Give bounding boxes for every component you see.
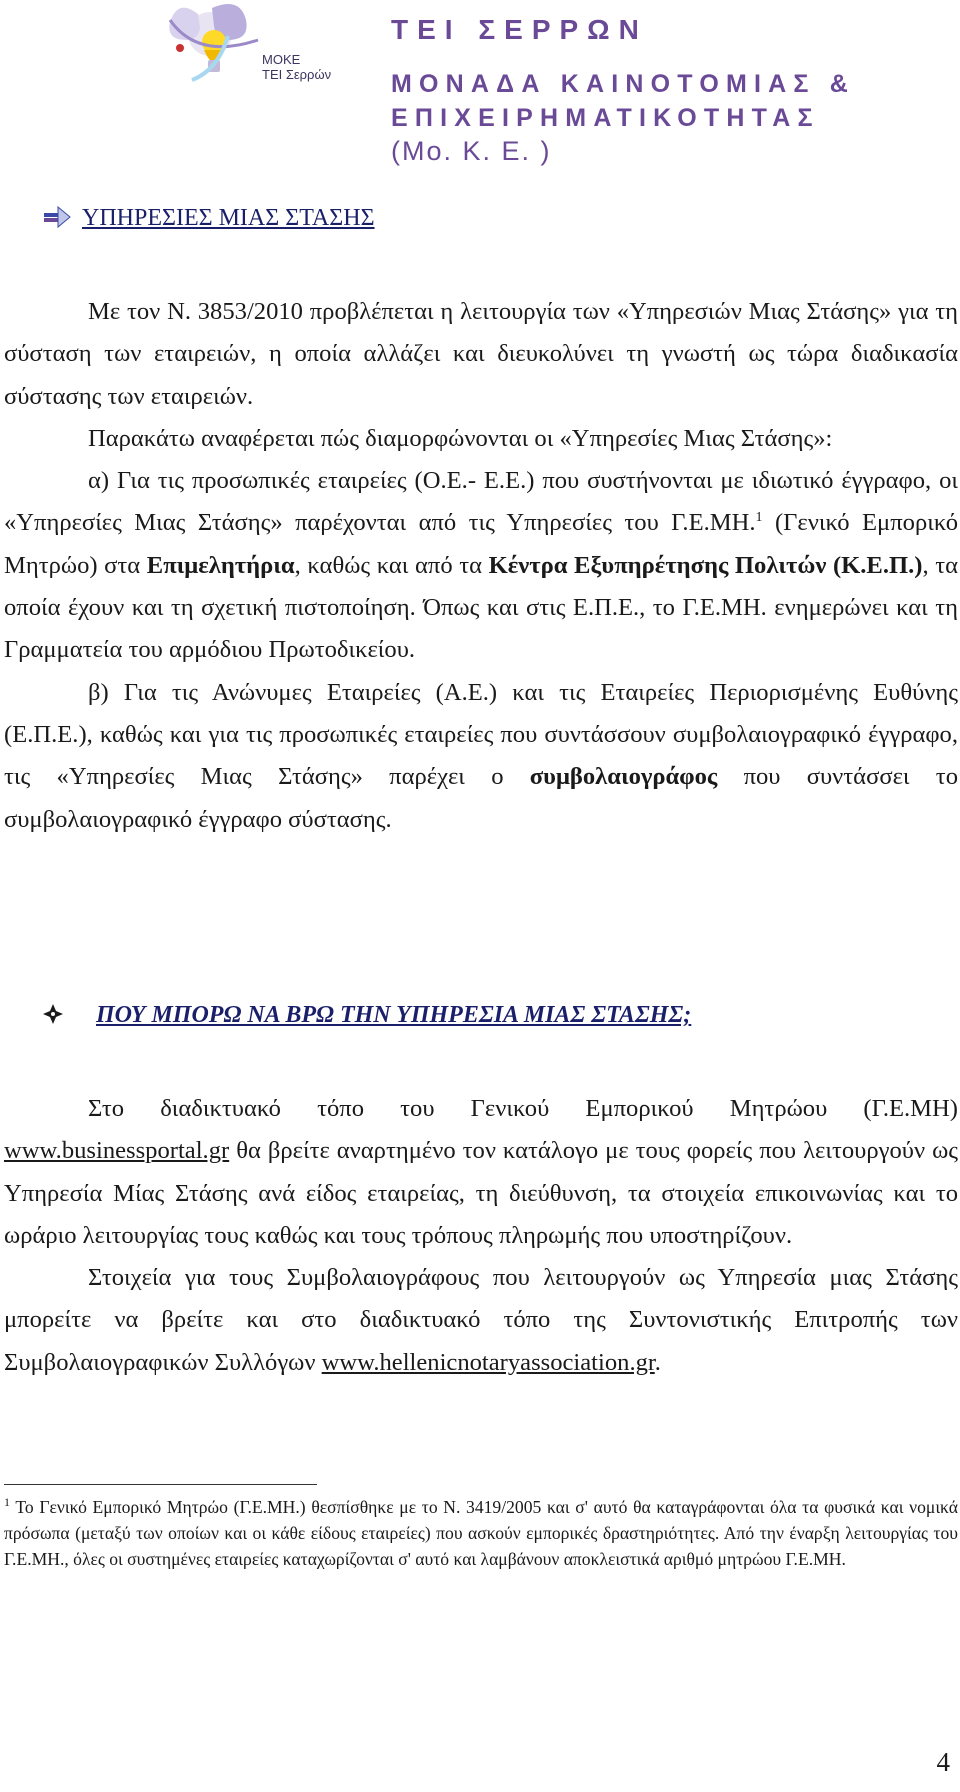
- section2-body: [4, 1088, 958, 1384]
- section2-heading-text: ΠΟΥ ΜΠΟΡΩ ΝΑ ΒΡΩ ΤΗΝ ΥΠΗΡΕΣΙΑ ΜΙΑΣ ΣΤΑΣΗΣ;: [96, 1002, 692, 1028]
- p3-text-a: α) Για τις προσωπικές εταιρείες (Ο.Ε.- Ε.Ε.) που συστήνονται με ιδιωτικό έγγραφο, οι «Υπηρεσίες Μιας Στάσης» παρέχονται από τις Υπηρεσίες του Γ.Ε.ΜΗ.: [4, 467, 958, 537]
- p3-text-d: , τα οποία έχουν και τη σχετική πιστοποίηση. Όπως και στις Ε.Π.Ε., το Γ.Ε.ΜΗ. ενημερώνει και τη Γραμματεία του αρμόδιου Πρωτοδικείου.: [4, 551, 958, 664]
- notary-association-link[interactable]: www.hellenicnotaryassociation.gr: [321, 1348, 655, 1376]
- s2p1-text-a: Στο διαδικτυακό τόπο του Γενικού Εμπορικού Μητρώου (Γ.Ε.ΜΗ): [88, 1095, 958, 1122]
- header-title-line4: (Μο. Κ. Ε. ): [391, 136, 552, 166]
- section1-body: [4, 291, 958, 841]
- header-title-line1: ΤΕΙ ΣΕΡΡΩΝ: [391, 14, 648, 45]
- section1-paragraph-4: [4, 672, 958, 841]
- s2p2-text-a: Στοιχεία για τους Συμβολαιογράφους που λειτουργούν ως Υπηρεσία μιας Στάσης μπορείτε να βρείτε και στο διαδικτυακό τόπο της Συντονιστικής Επιτροπής των Συμβολαιογραφικών Συλλόγων: [4, 1264, 958, 1376]
- p4-text-a: β) Για τις Ανώνυμες Εταιρείες (Α.Ε.) και τις Εταιρείες Περιορισμένης Ευθύνης (Ε.Π.Ε.), καθώς και για τις προσωπικές εταιρείες που συντάσσουν συμβολαιογραφικό έγγραφο, τις «Υπηρεσίες Μιας Στάσης» παρέχει ο: [4, 678, 958, 791]
- logo-caption-line2: ΤΕΙ Σερρών: [262, 67, 332, 82]
- businessportal-link[interactable]: www.businessportal.gr: [4, 1137, 230, 1165]
- p3-text-c: , καθώς και από τα: [294, 551, 489, 579]
- header-title-line2: ΜΟΝΑΔΑ ΚΑΙΝΟΤΟΜΙΑΣ &: [391, 70, 855, 98]
- section1-paragraph-3: [4, 460, 958, 671]
- diamond-bullet-icon: [42, 1003, 64, 1025]
- section1-heading-text: ΥΠΗΡΕΣΙΕΣ ΜΙΑΣ ΣΤΑΣΗΣ: [82, 205, 375, 231]
- footnote-marker: 1: [4, 1495, 10, 1510]
- p4-bold-notary: συμβολαιογράφος: [529, 763, 718, 791]
- section2-paragraph-1: [4, 1088, 958, 1257]
- section2-heading: [42, 1002, 691, 1029]
- page-number: 4: [936, 1747, 950, 1777]
- section1-paragraph-2: Παρακάτω αναφέρεται πώς διαμορφώνονται οι «Υπηρεσίες Μιας Στάσης»:: [88, 424, 833, 452]
- section1-paragraph-1: Με τον Ν. 3853/2010 προβλέπεται η λειτουργία των «Υπηρεσιών Μιας Στάσης» για τη σύσταση των εταιρειών, η οποία αλλάζει και διευκολύνει τη γνωστή ως τώρα διαδικασία σύστασης των εταιρειών.: [4, 298, 958, 410]
- p3-bold-kep: Κέντρα Εξυπηρέτησης Πολιτών (Κ.Ε.Π.): [488, 551, 923, 579]
- s2p2-text-b: .: [654, 1348, 661, 1376]
- footnote-separator: [4, 1484, 317, 1485]
- section1-heading: [42, 205, 375, 232]
- section2-paragraph-2: [4, 1257, 958, 1384]
- s2p1-text-b: θα βρείτε αναρτημένο τον κατάλογο με τους φορείς που λειτουργούν ως Υπηρεσία Μίας Στάσης ανά είδος εταιρείας, τη διεύθυνση, τα στοιχεία επικοινωνίας και το ωράριο λειτουργίας τους καθώς και τους τρόπους πληρωμής που υποστηρίζουν.: [4, 1137, 958, 1249]
- header-title-line3: ΕΠΙΧΕΙΡΗΜΑΤΙΚΟΤΗΤΑΣ: [391, 104, 820, 132]
- p4-text-b: που συντάσσει το συμβολαιογραφικό έγγραφο σύστασης.: [4, 763, 958, 833]
- footnote-body: Το Γενικό Εμπορικό Μητρώο (Γ.Ε.ΜΗ.) θεσπίσθηκε με το Ν. 3419/2005 και σ' αυτό θα καταγράφονται όλα τα φυσικά και νομικά πρόσωπα (μεταξύ των οποίων και οι κάθε είδους εταιρείες) που ασκούν εμπορικές δραστηριότητες. Από την έναρξη λειτουργίας του Γ.Ε.ΜΗ., όλες οι συστημένες εταιρείες καταχωρίζονται σ' αυτό και λαμβάνουν αποκλειστικά αριθμό μητρώου Γ.Ε.ΜΗ.: [4, 1497, 958, 1569]
- p3-bold-chambers: Επιμελητήρια: [146, 551, 295, 579]
- logo-caption-line1: ΜΟΚΕ: [262, 52, 301, 67]
- footnote: [4, 1494, 958, 1572]
- logo-caption: [262, 52, 331, 82]
- p3-text-b: (Γενικό Εμπορικό Μητρώο) στα: [4, 509, 958, 579]
- footnote-ref[interactable]: 1: [755, 510, 763, 526]
- footnote-text: [4, 1494, 958, 1572]
- arrow-bullet-icon: [42, 205, 72, 229]
